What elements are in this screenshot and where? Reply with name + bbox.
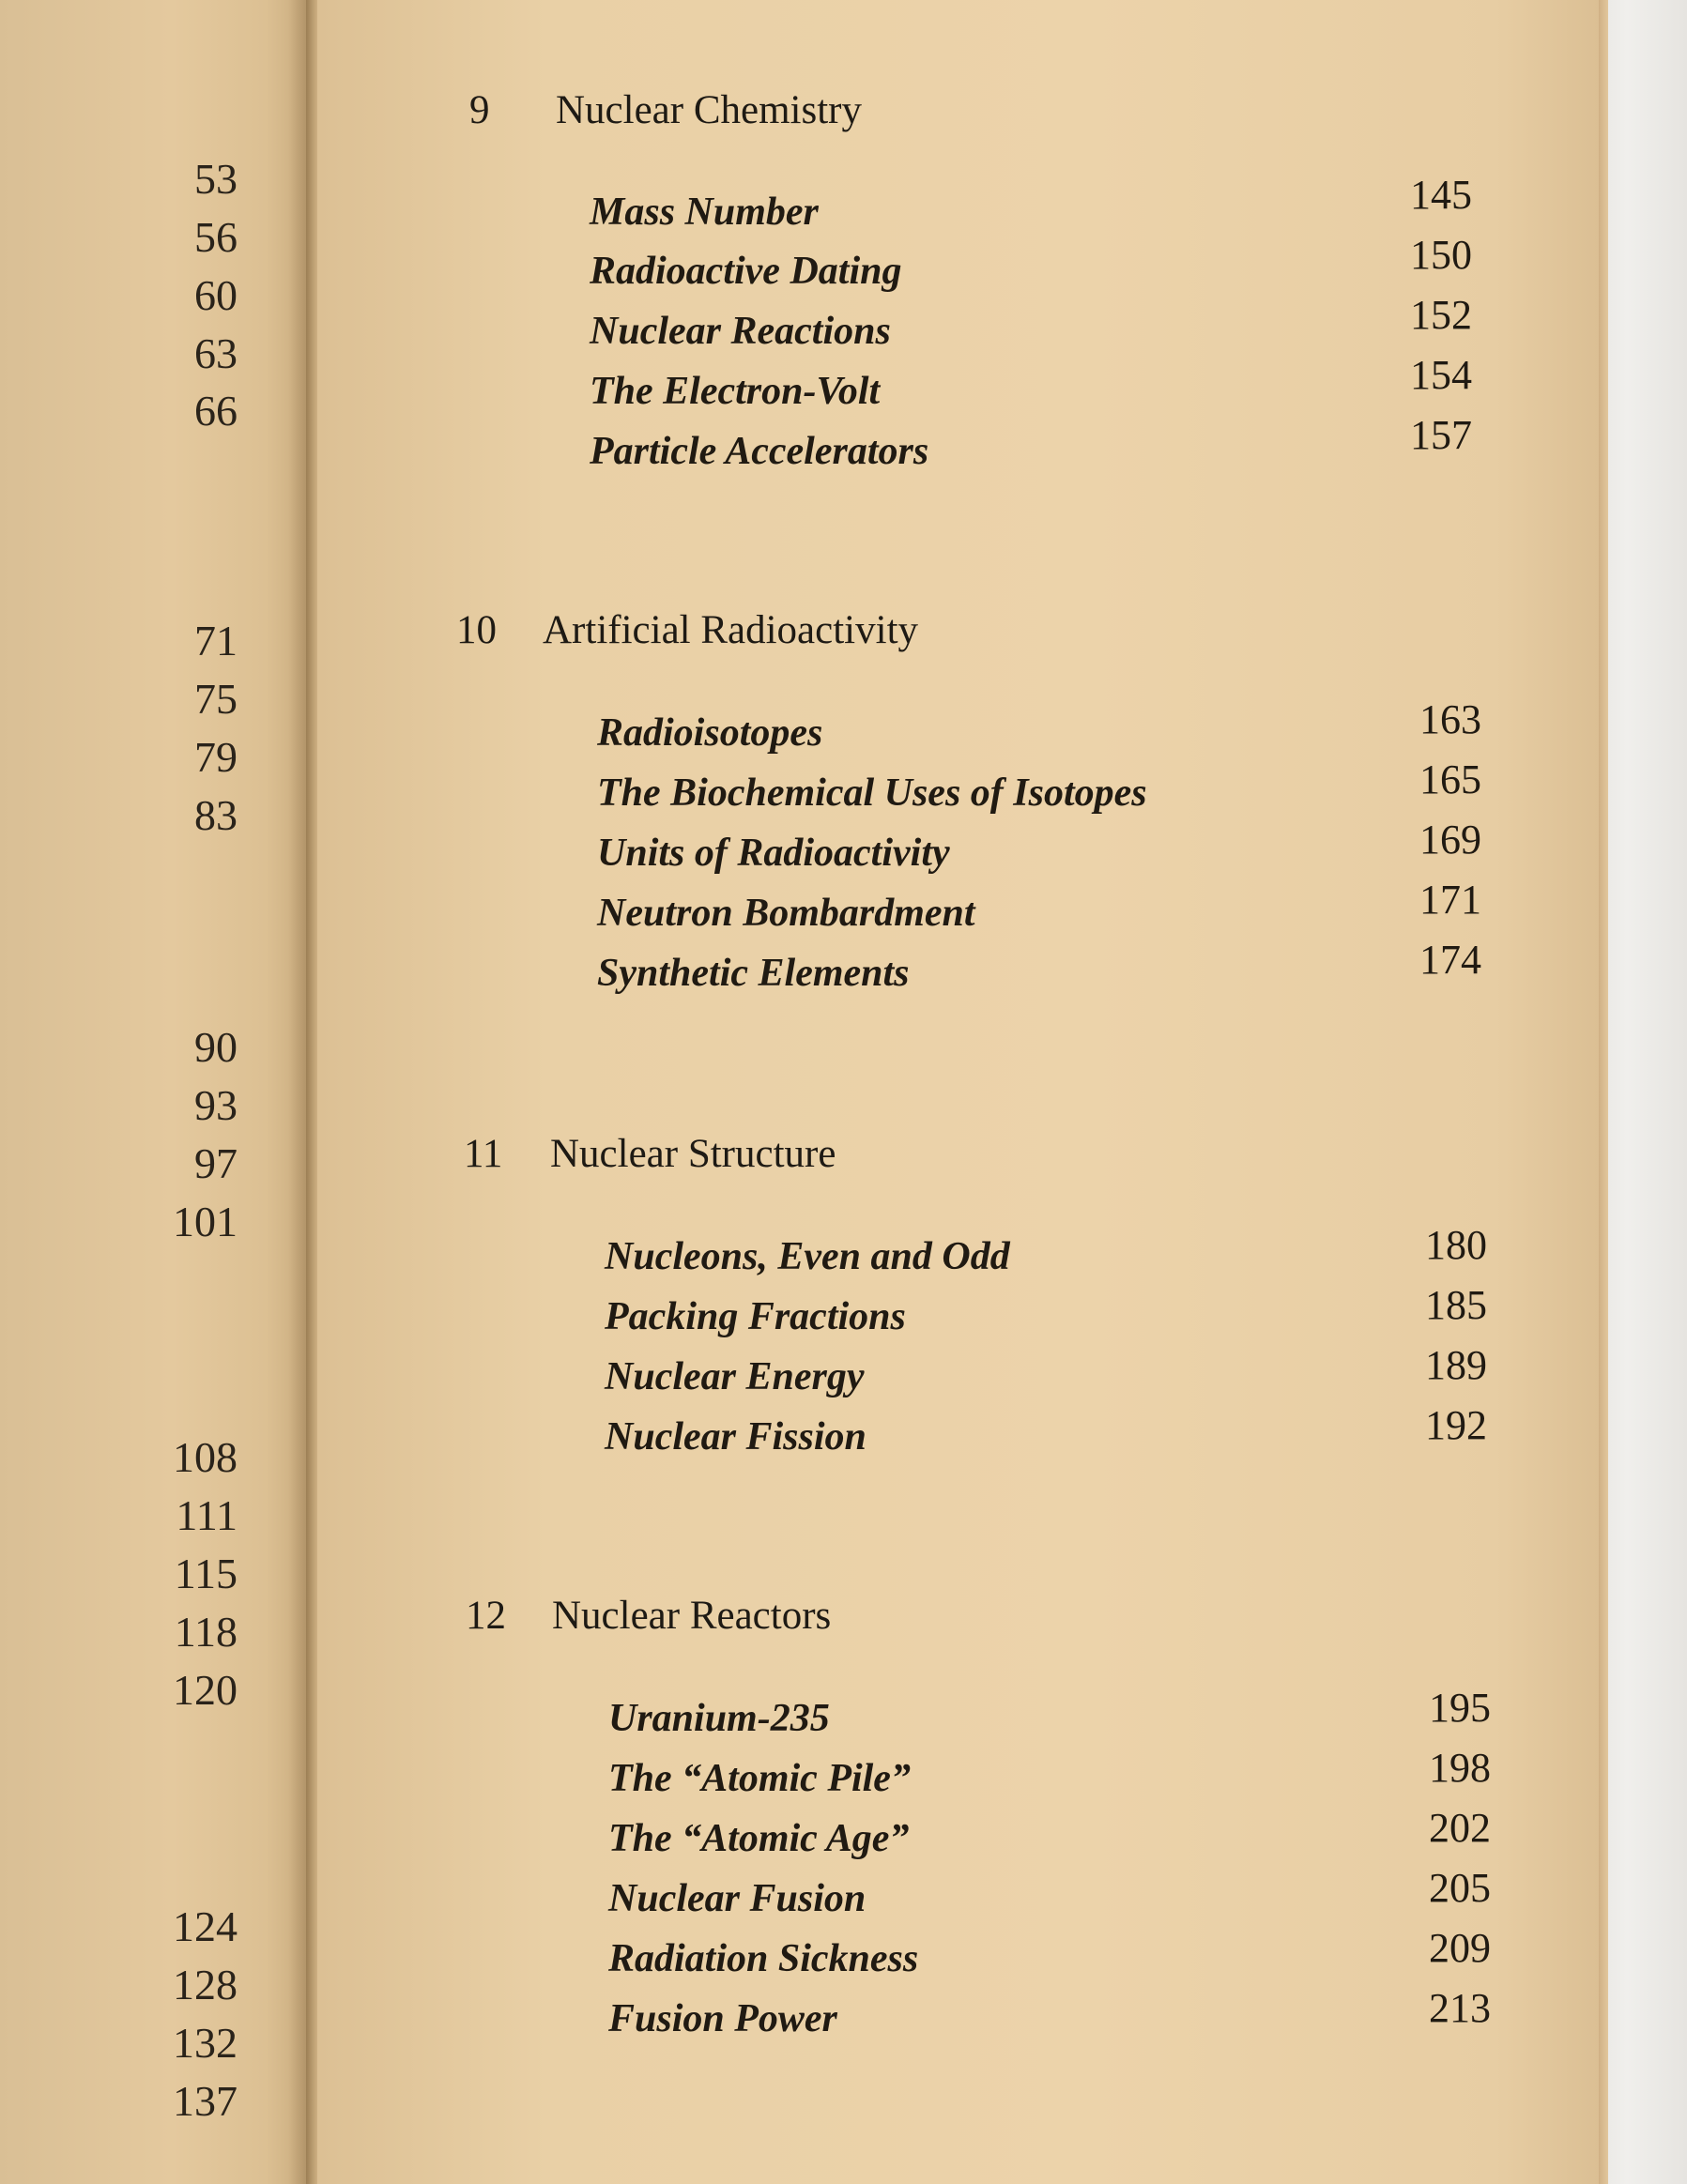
- chapter-title: Nuclear Reactors: [552, 1594, 832, 1638]
- section-page: 157: [1410, 412, 1472, 458]
- section-page: 152: [1410, 292, 1472, 338]
- left-page-number: 108: [173, 1433, 238, 1481]
- left-page-number: 79: [194, 733, 238, 781]
- section-page: 171: [1419, 877, 1481, 923]
- left-page-number: 124: [173, 1902, 238, 1950]
- left-page-number: 120: [173, 1666, 238, 1714]
- left-page-number: 115: [174, 1550, 238, 1597]
- left-page-number: 63: [194, 329, 238, 377]
- section-title: The Electron-Volt: [590, 370, 881, 413]
- section-title: Fusion Power: [608, 1997, 837, 2040]
- section-title: Packing Fractions: [605, 1295, 906, 1338]
- left-page-number: 71: [194, 617, 238, 664]
- section-title: Uranium-235: [608, 1697, 830, 1740]
- section-page: 165: [1419, 756, 1481, 802]
- section-title: The “Atomic Pile”: [608, 1757, 911, 1800]
- section-page: 205: [1429, 1865, 1491, 1911]
- section-page: 195: [1429, 1685, 1491, 1731]
- section-title: Neutron Bombardment: [597, 892, 975, 935]
- section-page: 145: [1410, 172, 1472, 218]
- section-title: Nuclear Fission: [605, 1415, 867, 1459]
- section-title: Nuclear Fusion: [608, 1877, 867, 1920]
- chapter-title: Nuclear Chemistry: [556, 88, 862, 132]
- section-page: 185: [1425, 1282, 1487, 1328]
- chapter-number: 11: [464, 1132, 503, 1176]
- chapter-number: 9: [469, 88, 490, 132]
- left-page-number: 128: [173, 1961, 238, 2008]
- section-title: Nucleons, Even and Odd: [605, 1235, 1010, 1278]
- section-title: Units of Radioactivity: [597, 832, 950, 875]
- left-page-number: 83: [194, 791, 238, 839]
- chapter-heading: [469, 90, 862, 130]
- left-page-number: 101: [173, 1198, 238, 1245]
- section-title: The Biochemical Uses of Isotopes: [597, 771, 1147, 815]
- chapter-title: Artificial Radioactivity: [543, 608, 919, 652]
- section-page: 198: [1429, 1745, 1491, 1791]
- left-page-number: 137: [173, 2077, 238, 2125]
- left-page-number: 118: [174, 1608, 238, 1656]
- left-page-number: 132: [173, 2019, 238, 2067]
- section-page: 202: [1429, 1805, 1491, 1851]
- page-edge: [1599, 0, 1608, 2184]
- section-title: Nuclear Energy: [605, 1355, 865, 1398]
- section-title: Mass Number: [590, 191, 819, 234]
- chapter-number: 12: [466, 1594, 506, 1638]
- left-page: [0, 0, 313, 2184]
- section-title: Radiation Sickness: [608, 1937, 919, 1980]
- section-page: 174: [1419, 937, 1481, 983]
- chapter-heading: [464, 1134, 836, 1174]
- section-page: 180: [1425, 1222, 1487, 1268]
- chapter-heading: [456, 610, 918, 650]
- section-title: Nuclear Reactions: [590, 310, 891, 353]
- section-title: Synthetic Elements: [597, 952, 910, 995]
- left-page-number: 75: [194, 675, 238, 723]
- section-page: 213: [1429, 1985, 1491, 2031]
- left-page-number: 97: [194, 1139, 238, 1187]
- section-page: 163: [1419, 696, 1481, 742]
- section-title: Radioactive Dating: [590, 250, 902, 293]
- section-page: 189: [1425, 1342, 1487, 1388]
- section-page: 150: [1410, 232, 1472, 278]
- chapter-title: Nuclear Structure: [550, 1132, 836, 1176]
- section-page: 154: [1410, 352, 1472, 398]
- section-page: 209: [1429, 1925, 1491, 1971]
- chapter-heading: [466, 1596, 831, 1636]
- left-page-number: 90: [194, 1023, 238, 1071]
- left-page-number: 111: [176, 1491, 238, 1539]
- section-page: 169: [1419, 817, 1481, 863]
- left-page-number: 93: [194, 1081, 238, 1129]
- left-page-number: 56: [194, 213, 238, 261]
- section-title: Particle Accelerators: [590, 430, 929, 473]
- left-page-number: 60: [194, 271, 238, 319]
- chapter-number: 10: [456, 608, 497, 652]
- left-page-number: 53: [194, 155, 238, 203]
- section-title: The “Atomic Age”: [608, 1817, 910, 1860]
- right-page-contents: [317, 0, 1599, 2184]
- section-page: 192: [1425, 1402, 1487, 1448]
- section-title: Radioisotopes: [597, 711, 823, 755]
- left-page-number: 66: [194, 387, 238, 435]
